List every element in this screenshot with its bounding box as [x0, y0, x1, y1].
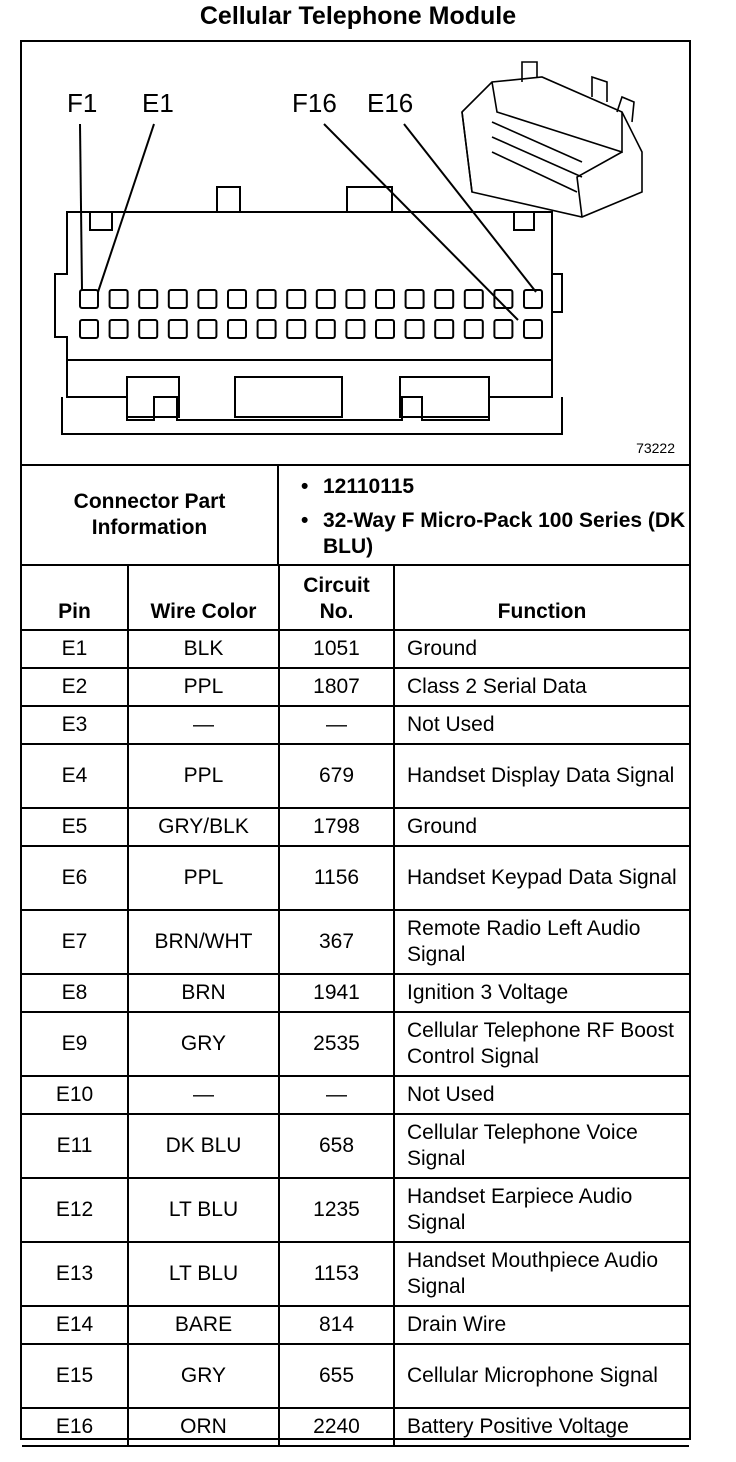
wire-color-cell: LT BLU: [128, 1178, 279, 1242]
pin-cavity: [169, 320, 187, 338]
pin-cavity: [376, 290, 394, 308]
pin-cell: E15: [22, 1344, 128, 1408]
leader-line-e1: [98, 124, 154, 292]
pin-cavity: [110, 320, 128, 338]
circuit-no-cell: 2240: [279, 1408, 394, 1446]
pin-cavity: [80, 290, 98, 308]
table-row: [22, 706, 689, 744]
figure-id: 73222: [636, 440, 675, 456]
pin-cell: E3: [22, 706, 128, 744]
connector-type-text: 32-Way F Micro-Pack 100 Series (DK BLU): [323, 509, 686, 558]
pin-cavity: [376, 320, 394, 338]
pin-cavity: [228, 320, 246, 338]
header-circuit-no: Circuit No.: [279, 566, 394, 630]
function-cell: Not Used: [394, 706, 689, 744]
latch-center-left: [217, 187, 240, 212]
wire-color-cell: PPL: [128, 668, 279, 706]
leader-line-e16: [404, 124, 536, 292]
connector-lower-shell: [62, 397, 562, 434]
circuit-no-cell: 814: [279, 1306, 394, 1344]
function-cell: Battery Positive Voltage: [394, 1408, 689, 1446]
wire-color-cell: LT BLU: [128, 1242, 279, 1306]
circuit-no-cell: 1807: [279, 668, 394, 706]
function-cell: Handset Mouthpiece Audio Signal: [394, 1242, 689, 1306]
circuit-no-cell: 1798: [279, 808, 394, 846]
pin-cell: E14: [22, 1306, 128, 1344]
connector-part-number: [301, 474, 689, 500]
pin-label-e16: E16: [367, 88, 414, 118]
pin-cavity: [198, 320, 216, 338]
connector-drawing: [22, 42, 689, 466]
page-title: Cellular Telephone Module: [199, 2, 517, 30]
bullet-icon: •: [301, 509, 309, 532]
pin-cavity: [110, 290, 128, 308]
pin-cavity: [287, 290, 305, 308]
function-cell: Handset Earpiece Audio Signal: [394, 1178, 689, 1242]
table-row: [22, 808, 689, 846]
connector-diagram: [22, 42, 689, 466]
header-pin: Pin: [22, 566, 128, 630]
circuit-no-cell: 655: [279, 1344, 394, 1408]
pin-cavity: [406, 290, 424, 308]
function-cell: Not Used: [394, 1076, 689, 1114]
table-row: [22, 1408, 689, 1446]
function-cell: Drain Wire: [394, 1306, 689, 1344]
pin-cavity: [494, 320, 512, 338]
connector-info-row: [22, 466, 689, 566]
circuit-no-cell: 1153: [279, 1242, 394, 1306]
table-row: [22, 1178, 689, 1242]
latch-left: [90, 212, 112, 230]
function-cell: Ground: [394, 630, 689, 668]
pin-table: [22, 566, 689, 1447]
pin-cavity: [435, 290, 453, 308]
pin-cavity: [406, 320, 424, 338]
pin-cell: E4: [22, 744, 128, 808]
connector-type: [301, 508, 689, 560]
pin-cavity: [524, 290, 542, 308]
pin-cavity: [317, 290, 335, 308]
wire-color-cell: BRN: [128, 974, 279, 1012]
function-cell: Ignition 3 Voltage: [394, 974, 689, 1012]
header-function: Function: [394, 566, 689, 630]
lower-slot-center: [235, 377, 342, 417]
function-cell: Handset Display Data Signal: [394, 744, 689, 808]
pin-cavity: [346, 290, 364, 308]
pin-cavity: [435, 320, 453, 338]
circuit-no-cell: 679: [279, 744, 394, 808]
table-row: [22, 1076, 689, 1114]
connector-info-details: [279, 466, 689, 564]
table-row: [22, 1012, 689, 1076]
circuit-no-cell: 1051: [279, 630, 394, 668]
connector-card: [20, 40, 691, 1440]
wire-color-cell: PPL: [128, 846, 279, 910]
pin-cell: E10: [22, 1076, 128, 1114]
pin-cavity: [524, 320, 542, 338]
function-cell: Class 2 Serial Data: [394, 668, 689, 706]
table-row: [22, 1242, 689, 1306]
table-row: [22, 744, 689, 808]
wire-color-cell: —: [128, 1076, 279, 1114]
table-row: [22, 1344, 689, 1408]
pin-cell: E12: [22, 1178, 128, 1242]
function-cell: Handset Keypad Data Signal: [394, 846, 689, 910]
table-row: [22, 1114, 689, 1178]
circuit-no-cell: —: [279, 706, 394, 744]
pin-cavity: [465, 320, 483, 338]
bullet-icon: •: [301, 475, 309, 498]
table-row: [22, 1306, 689, 1344]
table-row: [22, 846, 689, 910]
pin-cell: E16: [22, 1408, 128, 1446]
function-cell: Cellular Telephone RF Boost Control Signal: [394, 1012, 689, 1076]
connector-body-outline: [55, 212, 562, 420]
pin-cell: E6: [22, 846, 128, 910]
table-row: [22, 668, 689, 706]
circuit-no-cell: 1156: [279, 846, 394, 910]
circuit-no-cell: 2535: [279, 1012, 394, 1076]
circuit-no-cell: 367: [279, 910, 394, 974]
pin-cavity: [139, 320, 157, 338]
function-cell: Ground: [394, 808, 689, 846]
table-row: [22, 630, 689, 668]
wire-color-cell: PPL: [128, 744, 279, 808]
connector-part-number-text: 12110115: [323, 475, 415, 498]
table-header-row: [22, 566, 689, 630]
pin-cell: E7: [22, 910, 128, 974]
latch-right: [514, 212, 534, 230]
pin-cell: E8: [22, 974, 128, 1012]
pin-label-e1: E1: [142, 88, 174, 118]
pin-cell: E5: [22, 808, 128, 846]
wire-color-cell: —: [128, 706, 279, 744]
pin-cavity: [80, 320, 98, 338]
pin-cavity: [287, 320, 305, 338]
pin-cell: E9: [22, 1012, 128, 1076]
wire-color-cell: BARE: [128, 1306, 279, 1344]
pin-cell: E11: [22, 1114, 128, 1178]
table-row: [22, 974, 689, 1012]
function-cell: Cellular Telephone Voice Signal: [394, 1114, 689, 1178]
wire-color-cell: GRY: [128, 1344, 279, 1408]
wire-color-cell: DK BLU: [128, 1114, 279, 1178]
latch-center-right: [347, 187, 392, 212]
wire-color-cell: GRY: [128, 1012, 279, 1076]
leader-line-f1: [80, 124, 82, 290]
pin-cavity: [317, 320, 335, 338]
pin-cavity: [258, 320, 276, 338]
pin-cavity: [258, 290, 276, 308]
pin-cavity: [169, 290, 187, 308]
pin-cell: E1: [22, 630, 128, 668]
connector-info-label: Connector Part Information: [22, 466, 279, 564]
pin-label-f1: F1: [67, 88, 98, 118]
pin-label-f16: F16: [292, 88, 337, 118]
circuit-no-cell: —: [279, 1076, 394, 1114]
pin-cavity: [228, 290, 246, 308]
wire-color-cell: BRN/WHT: [128, 910, 279, 974]
pin-cavity: [346, 320, 364, 338]
connector-perspective-sketch: [462, 62, 642, 217]
wire-color-cell: GRY/BLK: [128, 808, 279, 846]
pin-cell: E2: [22, 668, 128, 706]
function-cell: Remote Radio Left Audio Signal: [394, 910, 689, 974]
table-row: [22, 910, 689, 974]
header-wire-color: Wire Color: [128, 566, 279, 630]
pin-cavity: [465, 290, 483, 308]
function-cell: Cellular Microphone Signal: [394, 1344, 689, 1408]
pin-cell: E13: [22, 1242, 128, 1306]
pin-cavity: [139, 290, 157, 308]
circuit-no-cell: 1941: [279, 974, 394, 1012]
pin-cavity: [198, 290, 216, 308]
circuit-no-cell: 1235: [279, 1178, 394, 1242]
wire-color-cell: BLK: [128, 630, 279, 668]
wire-color-cell: ORN: [128, 1408, 279, 1446]
circuit-no-cell: 658: [279, 1114, 394, 1178]
